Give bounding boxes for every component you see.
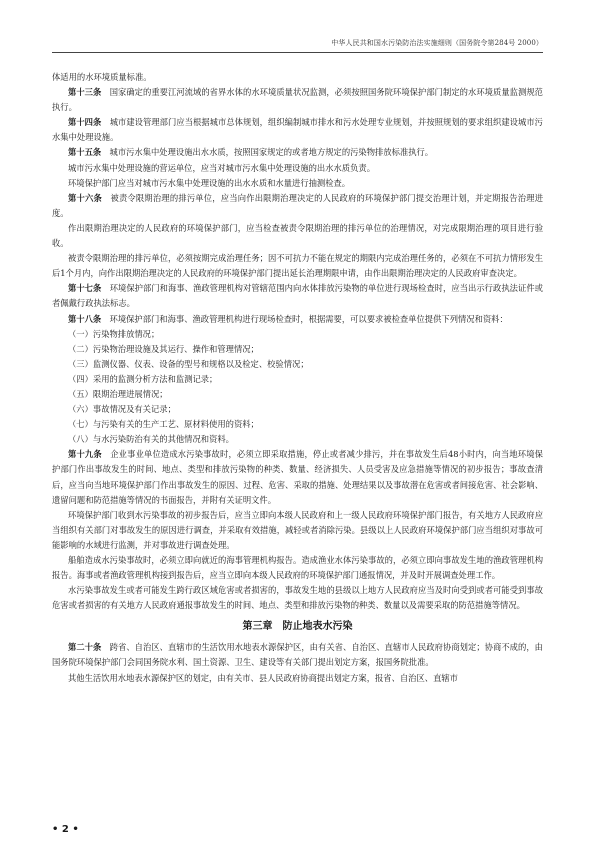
paragraph: 环境保护部门应当对城市污水集中处理设施的出水水质和水量进行抽测检查。 — [68, 177, 351, 188]
article-text: 国家确定的重要江河流域的省界水体的水环境质量状况监测，必须按照国务院环境保护部门制定的水环境质量监测规范执行。 — [52, 87, 543, 113]
article-17 — [52, 281, 543, 311]
list-item: （七）与污染有关的生产工艺、原材料使用的资料； — [68, 419, 259, 430]
chapter-heading: 第三章 防止地表水污染 — [242, 621, 353, 633]
article-label: 第十四条 — [68, 117, 102, 128]
header-divider — [52, 52, 543, 53]
article-label: 第十七条 — [68, 283, 102, 294]
list-item: （三）监测仪器、仪表、设备的型号和规格以及检定、校验情况； — [68, 358, 309, 369]
running-header: 中华人民共和国水污染防治法实施细则（国务院令第284号 2000） — [331, 39, 543, 47]
paragraph: 作出限期治理决定的人民政府的环境保护部门，应当检查被责令限期治理的排污单位的治理情况，对完成限期治理的项目进行验收。 — [52, 222, 543, 249]
article-text: 被责令限期治理的排污单位，应当向作出限期治理决定的人民政府的环境保护部门提交治理计划，并定期报告治理进度。 — [52, 192, 543, 218]
document-body — [52, 70, 543, 686]
article-19 — [52, 447, 543, 507]
paragraph: 水污染事故发生或者可能发生跨行政区域危害或者损害的，事故发生地的县级以上地方人民政府应当及时向受到或者可能受到事故危害或者损害的有关地方人民政府通报事故发生的时间、地点、类型和排放污染物的种类、数量以及需要采取的防范措施等情况。 — [52, 585, 543, 611]
article-label: 第十五条 — [68, 147, 102, 158]
page-number: • 2 • — [52, 824, 79, 835]
article-label: 第十九条 — [68, 449, 102, 460]
article-label: 第十八条 — [68, 313, 102, 324]
paragraph: 船舶造成水污染事故时，必须立即向就近的海事管理机构报告。造成渔业水体污染事故的，必须立即向事故发生地的渔政管理机构报告。海事或者渔政管理机构接到报告后，应当立即向本级人民政府的环境保护部门通报情况，并及时开展调查处理工作。 — [52, 555, 543, 581]
article-label: 第十六条 — [68, 192, 102, 203]
article-text: 城市建设管理部门应当根据城市总体规划，组织编制城市排水和污水处理专业规划，并按照规划的要求组织建设城市污水集中处理设施。 — [52, 117, 543, 143]
article-label: 第二十条 — [68, 642, 102, 653]
article-text: 跨省、自治区、直辖市的生活饮用水地表水源保护区，由有关省、自治区、直辖市人民政府协商划定；协商不成的，由国务院环境保护部门会同国务院水利、国土资源、卫生、建设等有关部门提出划定方案，报国务院批准。 — [52, 642, 543, 668]
article-18 — [52, 312, 543, 327]
list-item: （二）污染物治理设施及其运行、操作和管理情况； — [68, 343, 259, 354]
article-text: 企业事业单位造成水污染事故时，必须立即采取措施，停止或者减少排污，并在事故发生后48小时内，向当地环境保护部门作出事故发生的时间、地点、类型和排放污染物的种类、数量、经济损失、人员受害及应急措施等情况的初步报告；事故查清后，应当向当地环境保护部门作出事故发生的原因、过程、危害、采取的措施、处理结果以及事故潜在危害或者间接危害、社会影响、遗留问题和防范措施等情况的书面报告，并附有关证明文件。 — [52, 449, 543, 505]
paragraph: 体适用的水环境质量标准。 — [52, 72, 152, 82]
article-14 — [52, 115, 543, 145]
paragraph: 其他生活饮用水地表水源保护区的划定，由有关市、县人民政府协商提出划定方案，报省、自治区、直辖市 — [68, 672, 458, 683]
article-label: 第十三条 — [68, 87, 102, 98]
article-text: 环境保护部门和海事、渔政管理机构对管辖范围内向水体排放污染物的单位进行现场检查时，应当出示行政执法证件或者佩戴行政执法标志。 — [52, 283, 543, 309]
paragraph: 环境保护部门收到水污染事故的初步报告后，应当立即向本级人民政府和上一级人民政府环境保护部门报告，有关地方人民政府应当组织有关部门对事故发生的原因进行调查，并采取有效措施，减轻或者消除污染。县级以上人民政府环境保护部门应当组织对事故可能影响的水域进行监测，并对事故进行调查处理。 — [52, 509, 543, 550]
list-item: （八）与水污染防治有关的其他情况和资料。 — [68, 434, 234, 445]
article-16 — [52, 191, 543, 221]
list-item: （六）事故情况及有关记录； — [68, 404, 176, 415]
list-item: （五）限期治理进展情况； — [68, 388, 168, 399]
paragraph: 被责令限期治理的排污单位，必须按期完成治理任务；因不可抗力不能在规定的期限内完成治理任务的，必须在不可抗力情形发生后1个月内，向作出限期治理决定的人民政府的环境保护部门提出延长治理期限申请，由作出限期治理决定的人民政府审查决定。 — [52, 253, 543, 279]
paragraph: 城市污水集中处理设施的营运单位，应当对城市污水集中处理设施的出水水质负责。 — [68, 162, 375, 173]
article-20 — [52, 640, 543, 670]
list-item: （四）采用的监测分析方法和监测记录； — [68, 373, 218, 384]
article-text: 城市污水集中处理设施出水水质，按照国家规定的或者地方规定的污染物排放标准执行。 — [109, 147, 434, 158]
list-item: （一）污染物排放情况； — [68, 328, 160, 339]
article-text: 环境保护部门和海事、渔政管理机构进行现场检查时，根据需要，可以要求被检查单位提供下列情况和资料： — [109, 313, 508, 324]
article-13 — [52, 85, 543, 115]
article-15 — [52, 145, 543, 160]
